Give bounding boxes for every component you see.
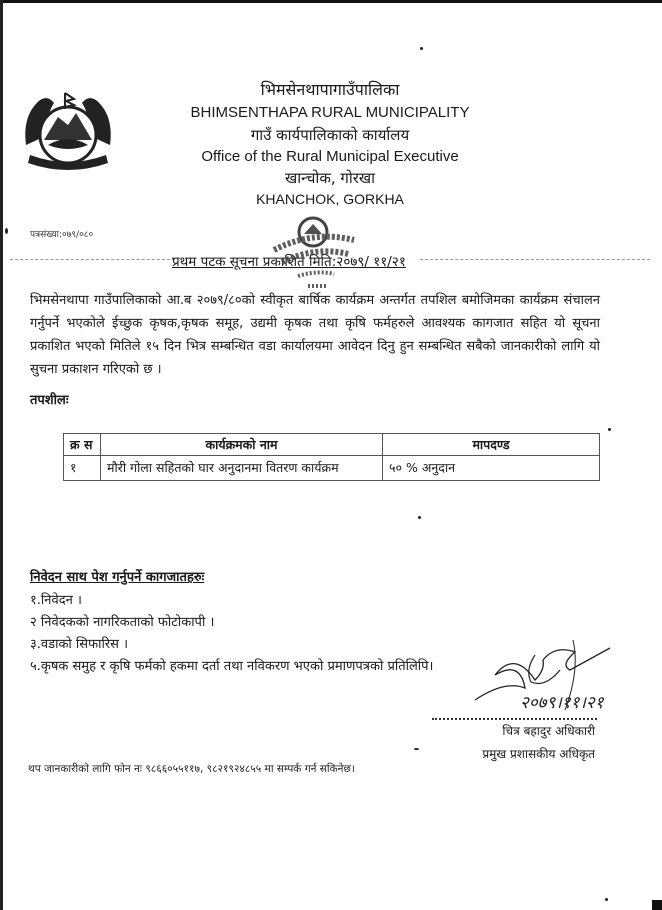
handwritten-signature-icon: [465, 640, 615, 715]
divider-right: [420, 259, 650, 260]
table-header-row: [64, 434, 600, 456]
notice-title: प्रथम पटक सूचना प्रकाशित मिति:२०७९/ ११/२१: [172, 254, 406, 270]
scan-edge-top: [0, 0, 662, 3]
letter-number: पत्रसंख्या:०७९/०८०: [30, 230, 94, 240]
office-name-en: Office of the Rural Municipal Executive: [201, 148, 459, 165]
details-heading: तपशीलः: [30, 393, 69, 408]
header-program-name: कार्यक्रमको नाम: [101, 434, 383, 456]
municipality-name-np: भिमसेनथापागाउँपालिका: [260, 80, 400, 99]
office-stamp-icon: [268, 210, 358, 290]
location-np: खान्चोक, गोरखा: [284, 169, 375, 187]
documents-heading: निवेदन साथ पेश गर्नुपर्ने कागजातहरुः: [30, 570, 205, 585]
cell-serial: १: [64, 456, 101, 481]
scan-speck: [605, 898, 608, 901]
scan-speck: [414, 748, 419, 750]
header-serial: क्र स: [64, 434, 101, 456]
signatory-name: चित्र बहादुर अधिकारी: [502, 724, 595, 738]
cell-program-name: मौरी गोला सहितको घार अनुदानमा वितरण कार्यक्रम: [101, 456, 383, 481]
contact-info: थप जानकारीको लागि फोन नः ९८६६०५५११७, ९८२१९२४८५५ मा सम्पर्क गर्न सकिनेछ।: [28, 763, 355, 775]
document-item: ५.कृषक समुह र कृषि फर्मको हकमा दर्ता तथा नविकरण भएको प्रमाणपत्रको प्रतिलिपि।: [30, 659, 434, 674]
signature-line: [432, 718, 597, 720]
table-row: [64, 456, 600, 481]
office-name-np: गाउँ कार्यपालिकाको कार्यालय: [250, 126, 410, 144]
signature-date: २०७९।११।२१: [520, 693, 604, 713]
notice-body: भिमसेनथापा गाउँपालिकाको आ.ब २०७९/८०को स्वीकृत बार्षिक कार्यक्रम अन्तर्गत तपशिल बमोजिमका कार्यक्रम संचालन गर्नुपर्ने भएकोले ईच्छुक कृषक,कृषक समूह, उद्यमी कृषक तथा कृषि फर्महरुले आवश्यक कागजात सहित यो सूचना प्रकाशित भएको मितिले १५ दिन भित्र सम्बन्धित वडा कार्यालयमा आवेदन दिनु हुन सम्बन्धित सबैको जानकारीको लागि यो सुचना प्रकाशन गरिएको छ ।: [30, 293, 600, 377]
scan-speck: [420, 47, 423, 50]
document-item: २ निवेदकको नागरिकताको फोटोकापी ।: [30, 615, 215, 630]
scan-speck: [418, 516, 421, 519]
scan-edge-corner: [652, 900, 662, 910]
header-criteria: मापदण्ड: [383, 434, 600, 456]
municipality-name-en: BHIMSENTHAPA RURAL MUNICIPALITY: [190, 104, 470, 121]
scan-speck: [608, 428, 611, 431]
document-item: १.निवेदन ।: [30, 593, 82, 608]
signatory-title: प्रमुख प्रशासकीय अधिकृत: [482, 747, 595, 761]
program-table: [63, 433, 600, 481]
cell-criteria: ५० % अनुदान: [383, 456, 600, 481]
scan-edge-left: [0, 0, 3, 910]
nepal-emblem-icon: [18, 85, 118, 180]
scan-speck: [5, 228, 8, 234]
location-en: KHANCHOK, GORKHA: [256, 191, 404, 207]
divider-left: [10, 259, 175, 260]
document-item: ३.वडाको सिफारिस ।: [30, 637, 129, 652]
